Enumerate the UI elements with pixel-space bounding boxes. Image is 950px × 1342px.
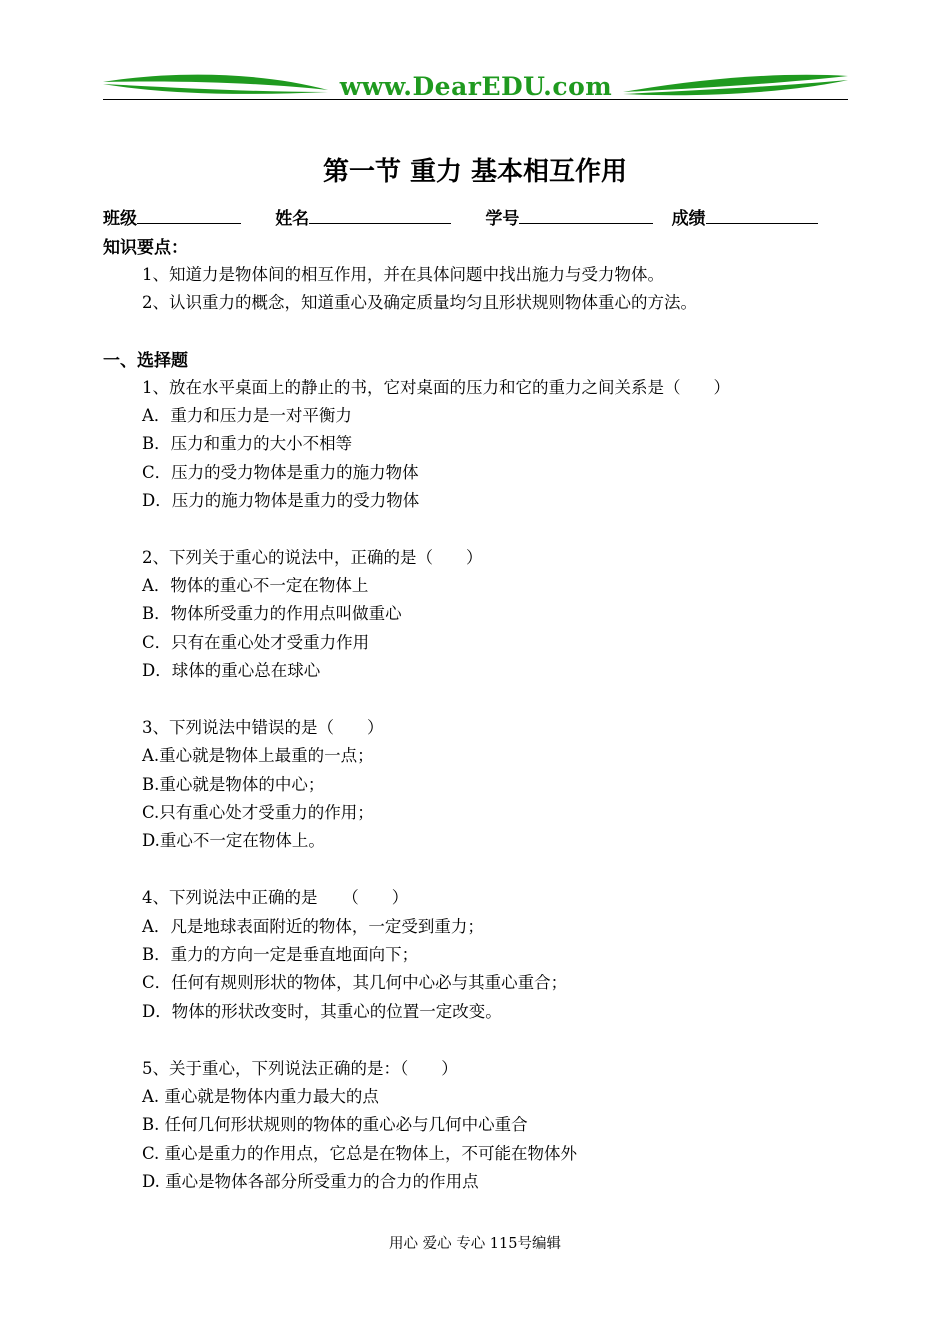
question-option: C.只有重心处才受重力的作用； [142, 803, 374, 822]
question-option: A．重力和压力是一对平衡力 [142, 406, 352, 425]
class-blank [137, 207, 241, 224]
class-label: 班级 [103, 209, 137, 229]
question-option: B. 任何几何形状规则的物体的重心必与几何中心重合 [142, 1115, 528, 1134]
question-option: A．物体的重心不一定在物体上 [142, 576, 369, 595]
question-stem: 5、关于重心，下列说法正确的是：（ ） [142, 1059, 458, 1078]
question-option: C．压力的受力物体是重力的施力物体 [142, 463, 419, 482]
student-id-blank [519, 207, 653, 224]
question-option: D．压力的施力物体是重力的受力物体 [142, 491, 420, 510]
question-option: C. 重心是重力的作用点，它总是在物体上，不可能在物体外 [142, 1144, 578, 1163]
name-label: 姓名 [275, 209, 310, 229]
score-blank [706, 207, 818, 224]
question-stem: 4、下列说法中正确的是 （ ） [142, 888, 409, 907]
question-option: D．物体的形状改变时，其重心的位置一定改变。 [142, 1002, 502, 1021]
question-option: A.重心就是物体上最重的一点； [142, 746, 374, 765]
question-option: D．球体的重心总在球心 [142, 661, 321, 680]
key-point-item: 1、知道力是物体间的相互作用，并在具体问题中找出施力与受力物体。 [142, 265, 664, 284]
logo-text: www.DearEDU.com [339, 72, 613, 101]
question-stem: 1、放在水平桌面上的静止的书，它对桌面的压力和它的重力之间关系是（ ） [142, 378, 730, 397]
key-point-item: 2、认识重力的概念，知道重心及确定质量均匀且形状规则物体重心的方法。 [142, 293, 697, 312]
question-option: D. 重心是物体各部分所受重力的合力的作用点 [142, 1172, 479, 1191]
question-option: C．只有在重心处才受重力作用 [142, 633, 370, 652]
question-option: B.重心就是物体的中心； [142, 775, 325, 794]
question-option: C．任何有规则形状的物体，其几何中心必与其重心重合； [142, 973, 568, 992]
question-option: B．重力的方向一定是垂直地面向下； [142, 945, 419, 964]
question-option: B．压力和重力的大小不相等 [142, 434, 353, 453]
student-id-label: 学号 [485, 209, 520, 229]
question-option: A．凡是地球表面附近的物体，一定受到重力； [142, 917, 484, 936]
question-option: A. 重心就是物体内重力最大的点 [142, 1087, 379, 1106]
question-option: B．物体所受重力的作用点叫做重心 [142, 604, 402, 623]
section-heading: 一、选择题 [103, 351, 188, 371]
page-title: 第一节 重力 基本相互作用 [322, 157, 628, 187]
question-option: D.重心不一定在物体上。 [142, 831, 325, 850]
page-footer: 用心 爱心 专心 115号编辑 [388, 1236, 561, 1252]
info-fields [103, 204, 833, 229]
question-stem: 3、下列说法中错误的是（ ） [142, 718, 384, 737]
name-blank [309, 207, 451, 224]
question-stem: 2、下列关于重心的说法中，正确的是（ ） [142, 548, 483, 567]
header-rule [103, 99, 848, 100]
key-points-heading: 知识要点： [103, 238, 188, 258]
score-label: 成绩 [671, 209, 706, 229]
